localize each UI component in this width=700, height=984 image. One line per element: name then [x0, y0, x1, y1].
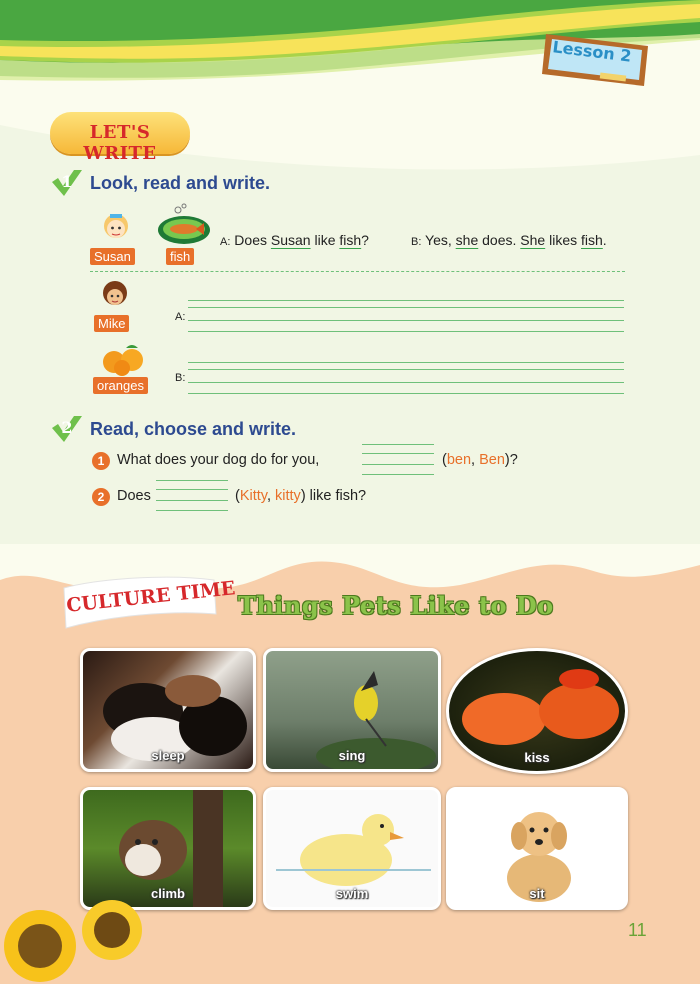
- caption-kiss: kiss: [524, 750, 550, 765]
- lesson-board: [540, 30, 652, 88]
- oranges-illustration: [100, 340, 148, 376]
- question-2-text: Does: [117, 488, 151, 504]
- question-1-text: What does your dog do for you,: [117, 452, 320, 468]
- question-1-number: 1: [92, 452, 110, 470]
- photo-sleep: [80, 648, 256, 772]
- q2-blank-mid[interactable]: [156, 489, 228, 490]
- section-2-title: Read, choose and write.: [90, 419, 297, 439]
- answer-line-a4[interactable]: [188, 331, 624, 332]
- lets-write-badge: LET'S WRITE: [50, 112, 190, 154]
- photo-kiss: [446, 648, 628, 774]
- q1-blank-mid[interactable]: [362, 453, 434, 454]
- answer-line-b2[interactable]: [188, 369, 624, 370]
- answer-line-b3[interactable]: [188, 382, 624, 383]
- q1-blank-top[interactable]: [362, 444, 434, 445]
- caption-sing: sing: [338, 748, 366, 763]
- fish-label: fish: [166, 248, 194, 265]
- q1-blank-bottom[interactable]: [362, 474, 434, 475]
- mike-illustration: [100, 278, 130, 314]
- q1-blank-mid2[interactable]: [362, 464, 434, 465]
- lesson-label: Lesson 2: [551, 37, 633, 66]
- q2-blank-bottom[interactable]: [156, 510, 228, 511]
- oranges-label: oranges: [93, 377, 148, 394]
- answer-line-b1[interactable]: [188, 362, 624, 363]
- q2-blank-top[interactable]: [156, 480, 228, 481]
- dashed-divider: [90, 271, 625, 272]
- page-number: 11: [628, 920, 647, 940]
- caption-swim: swim: [335, 886, 369, 901]
- section-2-number: 2: [61, 418, 73, 437]
- section-1-number: 1: [61, 172, 73, 191]
- culture-title: Things Pets Like to Do: [238, 591, 554, 620]
- question-2-number: 2: [92, 488, 110, 506]
- caption-climb: climb: [151, 886, 185, 901]
- photo-swim: [263, 787, 441, 910]
- photo-sit: [446, 787, 628, 910]
- answer-prefix-a: A:: [175, 311, 186, 323]
- answer-prefix-b: B:: [175, 372, 186, 384]
- photo-sing: [263, 648, 441, 772]
- answer-line-a3[interactable]: [188, 320, 624, 321]
- sunflower-decoration: [0, 896, 160, 984]
- answer-line-a1[interactable]: [188, 300, 624, 301]
- q2-blank-mid2[interactable]: [156, 500, 228, 501]
- culture-time-label: CULTURE TIME: [65, 577, 237, 617]
- caption-sleep: sleep: [151, 748, 185, 763]
- example-sentence-a: A: Does Susan like fish?: [220, 232, 369, 248]
- susan-label: Susan: [90, 248, 135, 265]
- question-2-options: (Kitty, kitty) like fish?: [235, 488, 367, 504]
- example-sentence-b: B: Yes, she does. She likes fish.: [411, 232, 607, 248]
- caption-sit: sit: [529, 886, 545, 901]
- answer-line-a2[interactable]: [188, 307, 624, 308]
- question-1-options: (ben, Ben)?: [442, 452, 518, 468]
- section-1-title: Look, read and write.: [90, 173, 271, 193]
- fish-dish-illustration: [156, 200, 212, 246]
- mike-label: Mike: [94, 315, 129, 332]
- photo-climb: [80, 787, 256, 910]
- answer-line-b4[interactable]: [188, 393, 624, 394]
- susan-illustration: [98, 208, 134, 246]
